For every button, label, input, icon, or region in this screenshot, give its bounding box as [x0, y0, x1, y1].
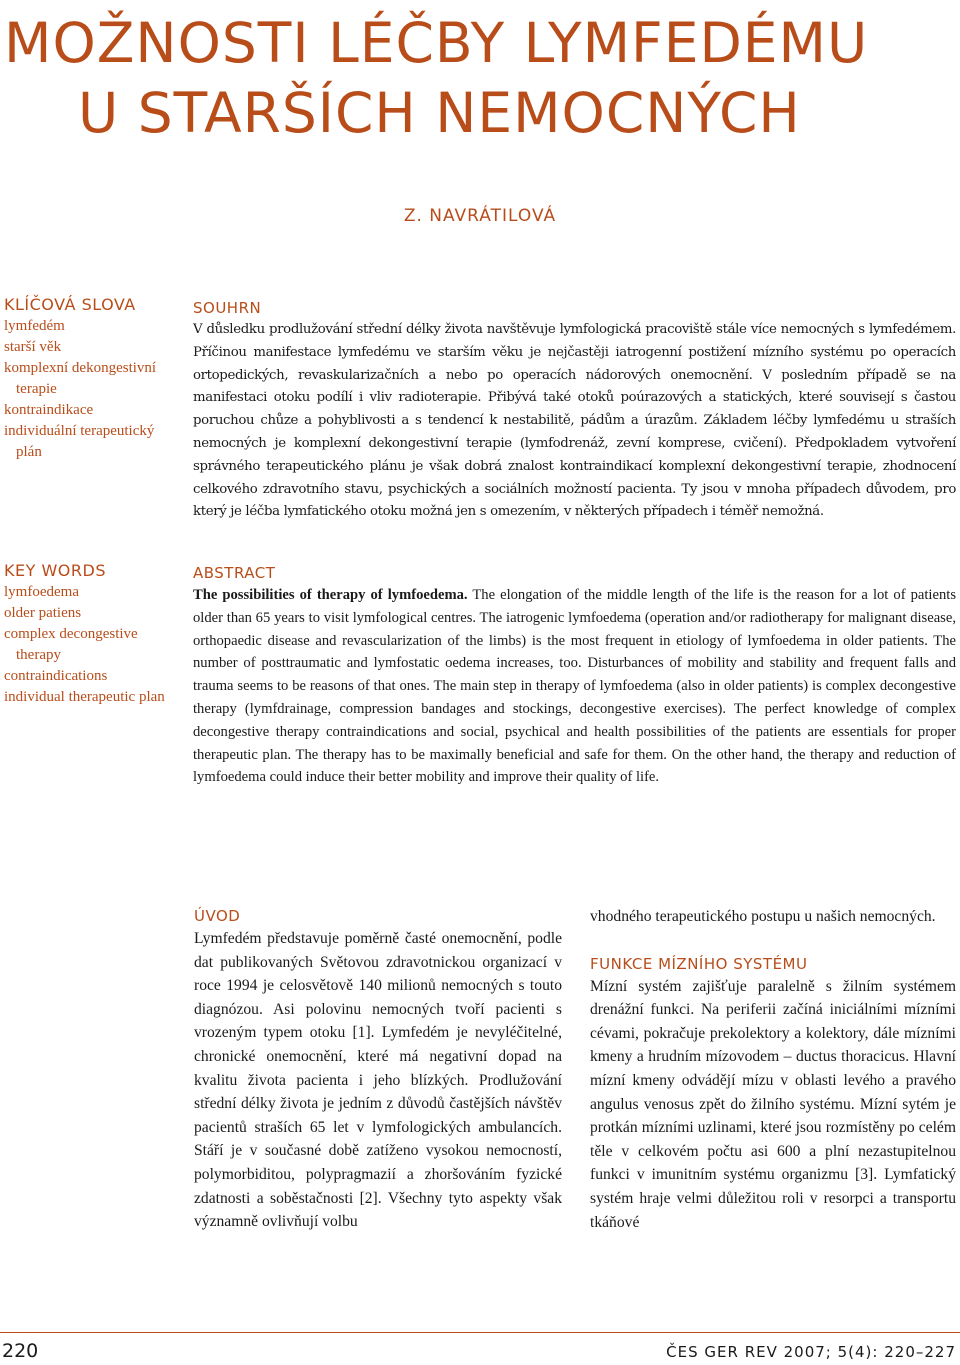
keywords-cs [4, 294, 174, 463]
keyword-item: complex decongestive therapy [4, 626, 138, 663]
abstract-heading: ABSTRACT [193, 564, 276, 582]
keyword-item: starší věk [4, 339, 62, 355]
abstract-lead: The possibilities of therapy of lymfoedema. [193, 587, 468, 603]
funkce-heading: FUNKCE MÍZNÍHO SYSTÉMU [590, 954, 808, 973]
page-number: 220 [2, 1340, 39, 1362]
souhrn-heading: SOUHRN [193, 299, 262, 317]
keywords-en-list [4, 582, 174, 708]
body-column-2 [590, 905, 956, 1234]
keyword-item: individual therapeutic plan [4, 689, 165, 705]
keyword-item: komplexní dekongestivní terapie [4, 360, 157, 397]
uvod-heading: ÚVOD [194, 907, 241, 925]
journal-citation: ČES GER REV 2007; 5(4): 220–227 [666, 1343, 956, 1361]
author: Z. NAVRÁTILOVÁ [403, 206, 557, 226]
keywords-cs-list [4, 316, 174, 463]
body-column-1 [194, 905, 562, 1234]
title-line-2: U STARŠÍCH NEMOCNÝCH [78, 81, 801, 145]
keywords-en-heading: KEY WORDS [4, 561, 106, 580]
keyword-item: contraindications [4, 668, 108, 684]
article-title [0, 8, 960, 148]
abstract-text [193, 584, 956, 789]
funkce-text: Mízní systém zajišťuje paralelně s žilním systémem drenážní funkci. Na periferii začíná iniciálními mízními cévami, pokračuje prekolektory a kolektory, dále mízními kmeny a hrudním mízovodem – ductus thoracicus. Hlavní mízní kmeny odvádějí mízu v oblasti levého a pravého angulus venosus zpět do žilního systému. Mízní sytém je protkán mízními uzlinami, které jsou rozmístěny po celém těle v celkovém počtu asi 600 a plní nezastupitelnou funkci v imunitním systému organizmu [3]. Lymfatický systém hraje velmi důležitou roli v resorpci a transportu tkáňové [590, 977, 956, 1231]
abstract-section [193, 562, 956, 789]
abstract-body: The elongation of the middle length of the life is the reason for a lot of patients older than 65 years to visit lymfological centres. The iatrogenic lymfoedema (operation and/or radiotherapy for malignant disease, orthopaedic disease and revascularization of the limbs) is the most frequent in etiology of lymfoedema in older patients. The number of posttraumatic and lymfostatic oedema increases, too. Disturbances of mobility and stability and frequent falls and trauma seems to be reasons of that ones. The main step in therapy of lymfoedema (also in older patients) is complex decongestive therapy (lymfdrainage, compression bandages and stockings, decongestive exercises). The perfect knowledge of complex decongestive therapy contraindications and social, psychical and health possibilities of the patients are essentials for proper therapeutic plan. The therapy has to be maximally beneficial and safe for them. On the other hand, the therapy and reduction of lymfoedema could induce their better mobility and improve their quality of life. [193, 587, 956, 786]
title-line-1: MOŽNOSTI LÉČBY LYMFEDÉMU [4, 11, 869, 75]
uvod-text: Lymfedém představuje poměrně časté onemocnění, podle dat publikovaných Světovou zdravotnickou organizací v roce 1994 je celosvětově 140 milionů nemocných s touto diagnózou. Asi polovinu nemocných tvoří pacienti s vrozeným typem otoku [1]. Lymfedém je nevyléčitelné, chronické onemocnění, které má negativní dopad na kvalitu života pacienta i jeho blízkých. Prodlužování střední délky života je jedním z důvodů častějších návštěv pacientů straších 65 let v lymfologických ambulancích. Stáří je v současné době zatíženo vysokou nemocností, polymorbiditou, polypragmazií a zhoršováním fyzické zdatnosti a soběstačnosti [2]. Všechny tyto aspekty však významně ovlivňují volbu [194, 930, 562, 1231]
keyword-item: individuální terapeutický plán [4, 423, 155, 460]
keywords-en [4, 560, 174, 708]
souhrn-text: V důsledku prodlužování střední délky života navštěvuje lymfologická pracoviště stále více nemocných s lymfedémem. Příčinou manifestace lymfedému ve starším věku je nejčastěji iatrogenní postižení mízního systému po operacích ortopedických, revaskularizačních a nebo po operacích nádorových onemocnění. V posledním případě se na manifestaci otoku podílí i vliv radioterapie. Přibývá také otoků poúrazových a statických, které souvisejí s častou poruchou chůze a pohyblivosti a s tendencí k nestabilitě, pádům a úrazům. Základem léčby lymfedému u straších nemocných je komplexní dekongestivní terapie (lymfodrenáž, zevní komprese, cvičení). Předpokladem vytvoření správného terapeutického plánu je však dobrá znalost kontraindikací komplexní dekongestivní terapie, zhodnocení celkového zdravotního stavu, psychických a sociálních možností pacienta. Ty jsou v mnoha případech důvodem, pro který je léčba lymfatického otoku možná jen s omezením, v některých případech i téměř nemožná. [193, 322, 956, 520]
uvod-continuation: vhodného terapeutického postupu u našich nemocných. [590, 908, 936, 925]
keyword-item: older patiens [4, 605, 82, 621]
souhrn-section [193, 297, 956, 524]
footer-rule [0, 1332, 960, 1333]
keyword-item: kontraindikace [4, 402, 94, 418]
keywords-cs-heading: KLÍČOVÁ SLOVA [4, 295, 136, 314]
keyword-item: lymfedém [4, 318, 65, 334]
keyword-item: lymfoedema [4, 584, 79, 600]
